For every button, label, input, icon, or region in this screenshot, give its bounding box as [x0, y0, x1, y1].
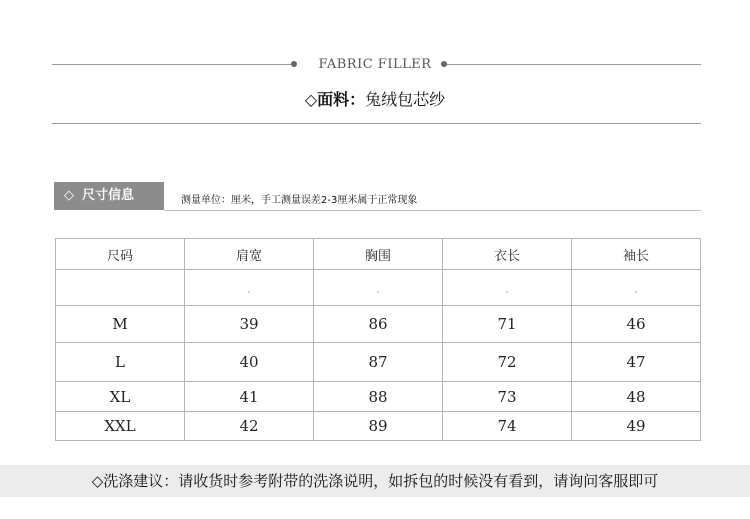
header-size: 尺码: [56, 239, 185, 270]
table-cell: [443, 270, 572, 306]
size-cell: L: [56, 343, 185, 382]
table-row-blank: [56, 270, 701, 306]
washing-advice: ◇洗涤建议：请收货时参考附带的洗涤说明，如拆包的时候没有看到，请询问客服即可: [0, 465, 750, 497]
table-row: [56, 306, 701, 343]
table-cell: 47: [572, 343, 701, 382]
header-dot-left: [291, 61, 297, 67]
table-cell: 73: [443, 382, 572, 412]
table-cell: 42: [185, 412, 314, 441]
table-cell: 72: [443, 343, 572, 382]
table-cell: 39: [185, 306, 314, 343]
size-info-tab: [54, 182, 164, 210]
table-cell: 71: [443, 306, 572, 343]
table-cell: 46: [572, 306, 701, 343]
table-cell: 40: [185, 343, 314, 382]
table-cell: [572, 270, 701, 306]
section-rule: [164, 210, 701, 211]
table-cell: 48: [572, 382, 701, 412]
header-shoulder: 肩宽: [185, 239, 314, 270]
fabric-info: [0, 87, 750, 110]
size-info-label: 尺寸信息: [82, 188, 135, 203]
header-rule-right: [447, 64, 701, 65]
table-cell: 41: [185, 382, 314, 412]
size-cell: M: [56, 306, 185, 343]
header-bottom-rule: [52, 123, 701, 124]
header-chest: 胸围: [314, 239, 443, 270]
table-cell: [56, 270, 185, 306]
header-sleeve: 袖长: [572, 239, 701, 270]
measurement-note: 测量单位：厘米，手工测量误差2-3厘米属于正常现象: [181, 195, 418, 206]
table-row: [56, 343, 701, 382]
table-cell: [185, 270, 314, 306]
table-header-row: [56, 239, 701, 270]
fabric-value: 兔绒包芯纱: [365, 90, 446, 109]
header-rule-left: [52, 64, 292, 65]
size-table: [55, 238, 701, 441]
table-cell: 89: [314, 412, 443, 441]
diamond-icon: ◇: [64, 188, 74, 203]
fabric-label: ◇面料：: [304, 90, 366, 109]
header-label: FABRIC FILLER: [318, 57, 432, 72]
size-cell: XL: [56, 382, 185, 412]
table-cell: 49: [572, 412, 701, 441]
size-cell: XXL: [56, 412, 185, 441]
table-cell: 74: [443, 412, 572, 441]
table-row: [56, 382, 701, 412]
table-cell: [314, 270, 443, 306]
table-cell: 86: [314, 306, 443, 343]
table-cell: 88: [314, 382, 443, 412]
header-length: 衣长: [443, 239, 572, 270]
table-row: [56, 412, 701, 441]
table-cell: 87: [314, 343, 443, 382]
